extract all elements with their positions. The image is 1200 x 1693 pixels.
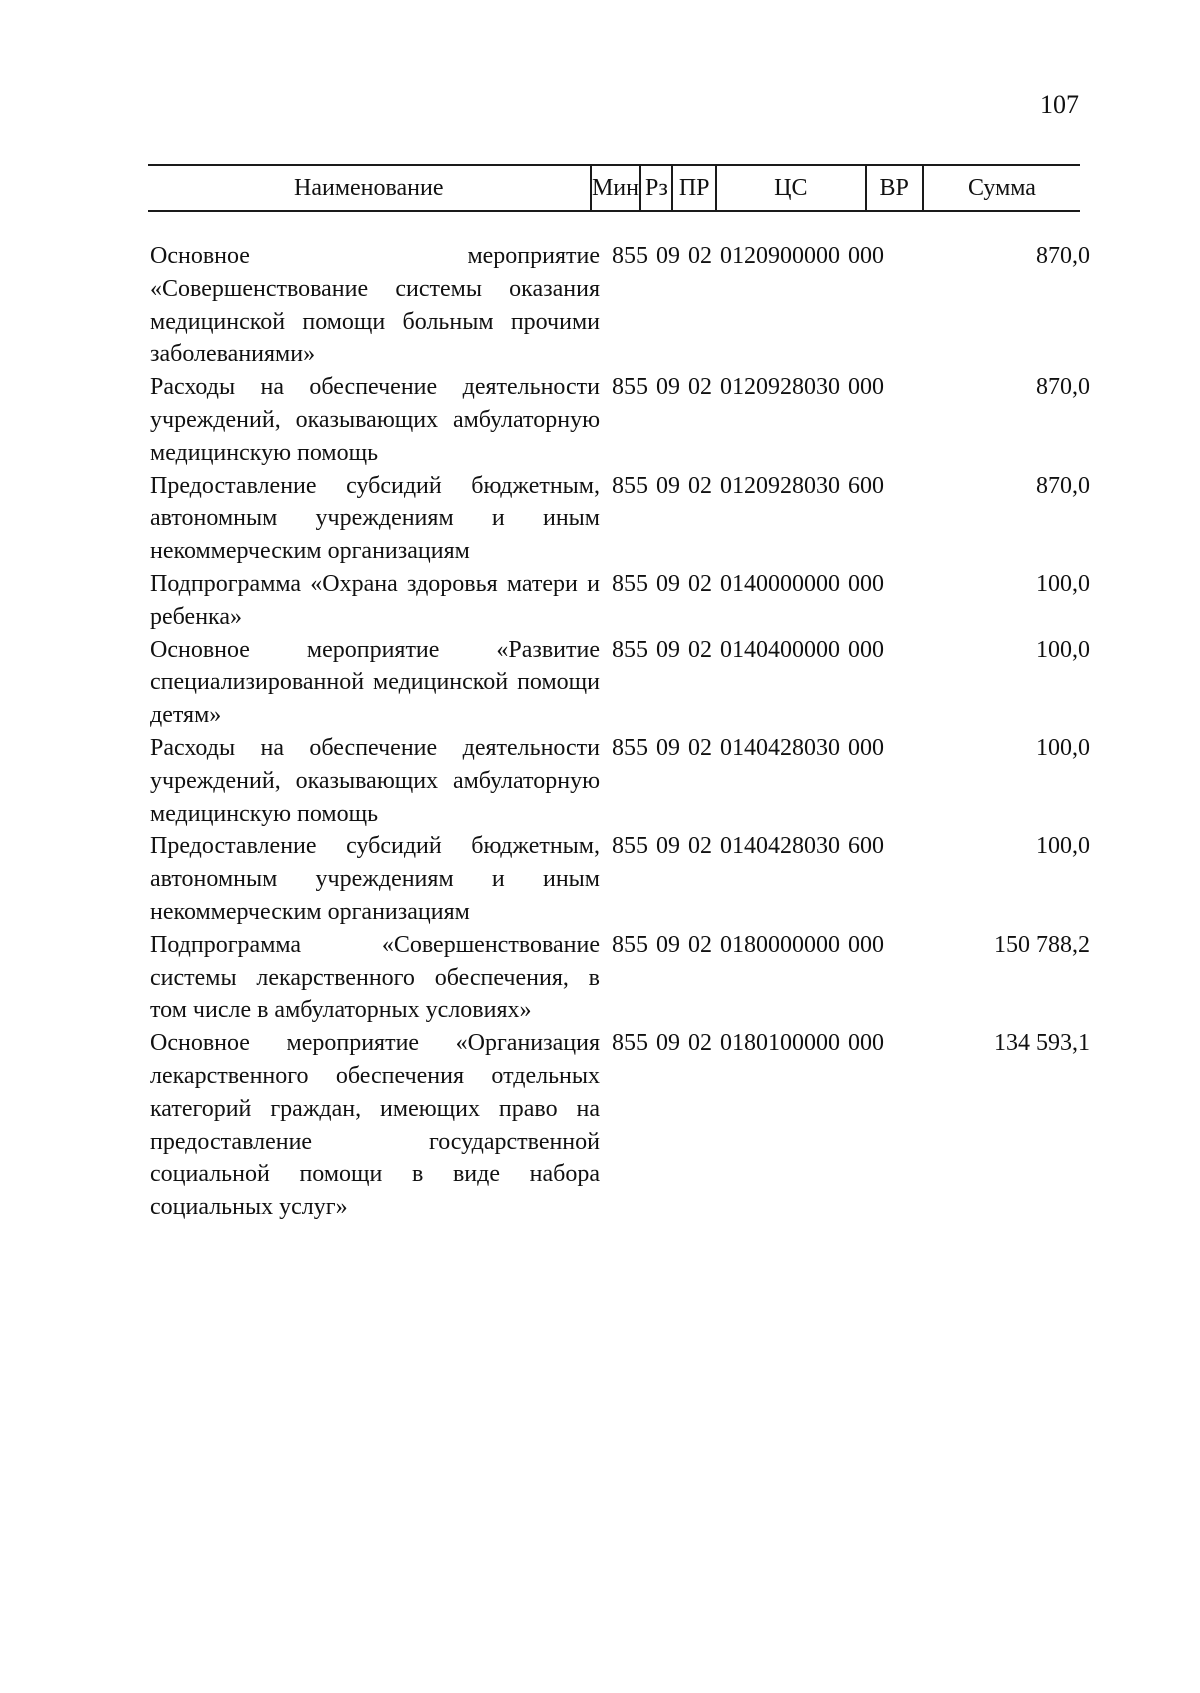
- row-sum: 870,0: [1036, 472, 1090, 499]
- page-number: 107: [1040, 90, 1079, 119]
- row-codes: 855 09 02 0120900000 000: [612, 243, 884, 269]
- row-codes: 855 09 02 0140428030 000: [612, 734, 884, 761]
- table-row: [150, 240, 1100, 371]
- table-row: [150, 371, 1100, 469]
- row-sum: 100,0: [1036, 734, 1090, 761]
- header-rz: Рз: [640, 165, 672, 211]
- row-sum: 134 593,1: [994, 1030, 1090, 1057]
- row-codes: 855 09 02 0140400000 000: [612, 636, 884, 663]
- table-row: [150, 929, 1100, 1027]
- row-sum: 150 788,2: [994, 931, 1090, 958]
- row-name: Подпрограмма «Охрана здоровья матери и ребенка»: [150, 570, 600, 630]
- table-body: [150, 240, 1100, 1224]
- row-sum: 100,0: [1036, 833, 1090, 860]
- row-codes: 855 09 02 0140000000 000: [612, 570, 884, 597]
- header-sum: Сумма: [923, 165, 1080, 211]
- row-name: Основное мероприятие «Развитие специализированной медицинской помощи детям»: [150, 636, 600, 729]
- row-name: Предоставление субсидий бюджетным, автономным учреждениям и иным некоммерческим организациям: [150, 833, 600, 925]
- row-sum: 870,0: [1036, 374, 1090, 401]
- header-cs: ЦС: [716, 165, 865, 211]
- row-name: Предоставление субсидий бюджетным, автономным учреждениям и иным некоммерческим организациям: [150, 472, 600, 565]
- table-row: [150, 830, 1100, 928]
- table-row: [150, 568, 1100, 634]
- header-vr: ВР: [866, 165, 923, 211]
- table-header: [148, 164, 1080, 212]
- row-codes: 855 09 02 0140428030 600: [612, 833, 884, 860]
- table-row: [150, 470, 1100, 568]
- row-name: Расходы на обеспечение деятельности учреждений, оказывающих амбулаторную медицинскую помощь: [150, 734, 600, 827]
- row-sum: 100,0: [1036, 636, 1090, 663]
- row-codes: 855 09 02 0120928030 600: [612, 472, 884, 499]
- header-name: Наименование: [148, 165, 591, 211]
- header-min: Мин: [591, 165, 641, 211]
- row-name: Основное мероприятие «Организация лекарственного обеспечения отдельных категорий граждан, имеющих право на предоставление государственной социальной помощи в виде набора социальных услуг»: [150, 1030, 600, 1221]
- header-pr: ПР: [672, 165, 716, 211]
- row-name: Расходы на обеспечение деятельности учреждений, оказывающих амбулаторную медицинскую помощь: [150, 374, 600, 466]
- row-sum: 870,0: [1036, 243, 1090, 269]
- header-row: [148, 165, 1080, 211]
- table-row: [150, 732, 1100, 830]
- table-row: [150, 634, 1100, 732]
- table-row: [150, 1027, 1100, 1224]
- row-name: Основное мероприятие «Совершенствование системы оказания медицинской помощи больным прочими заболеваниями»: [150, 243, 600, 368]
- row-codes: 855 09 02 0180000000 000: [612, 931, 884, 958]
- row-codes: 855 09 02 0120928030 000: [612, 374, 884, 401]
- row-name: Подпрограмма «Совершенствование системы лекарственного обеспечения, в том числе в амбулаторных условиях»: [150, 931, 600, 1024]
- row-sum: 100,0: [1036, 570, 1090, 597]
- row-codes: 855 09 02 0180100000 000: [612, 1030, 884, 1057]
